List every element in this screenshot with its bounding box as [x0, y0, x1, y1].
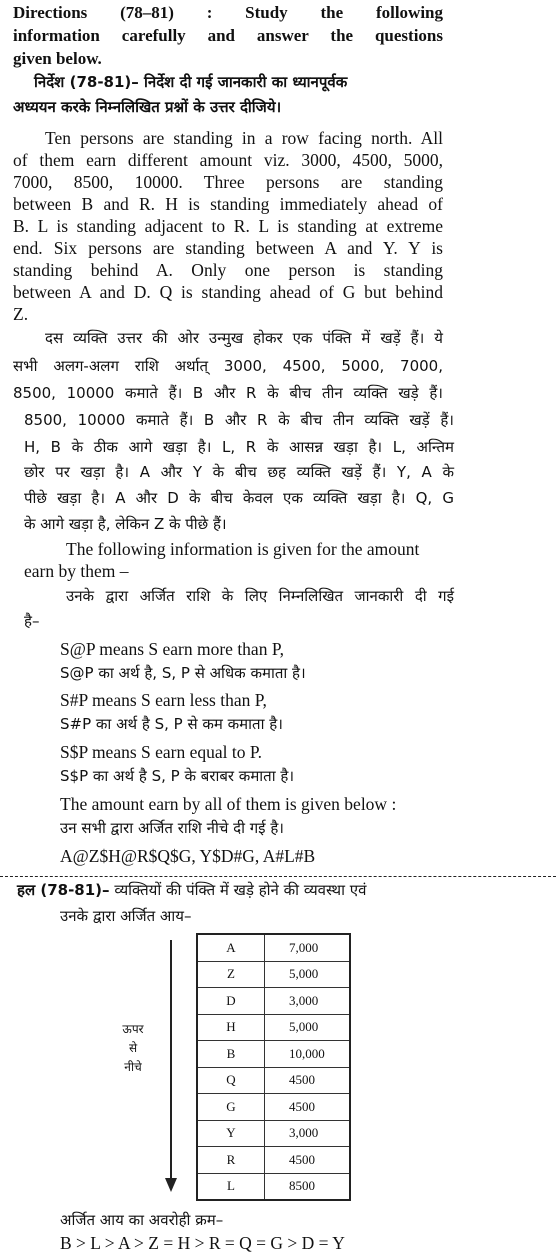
table-row [197, 1067, 350, 1094]
person-name-cell: G [197, 1094, 265, 1121]
amount-cell: 4500 [265, 1067, 351, 1094]
table-row [197, 1147, 350, 1174]
symbol-line-3: S#P means S earn less than P, [60, 690, 267, 710]
para-en-line-8: between A and D. Q is standing ahead of G but behind [13, 282, 443, 302]
side-label-2: से [128, 1041, 138, 1055]
symbol-line-1: S@P means S earn more than P, [60, 639, 284, 659]
para-hi-line-2: सभी अलग-अलग राशि अर्थात् 3000, 4500, 5000, 7000, [13, 357, 443, 375]
person-name-cell: Z [197, 961, 265, 988]
symbol-line-4: S#P का अर्थ है S, P से कम कमाता है। [60, 715, 283, 733]
solution-heading-text: व्यक्तियों की पंक्ति में खड़े होने की व्यवस्था एवं [109, 881, 367, 899]
directions-en-line-2: information carefully and answer the questions [13, 26, 443, 45]
symbol-line-6: S$P का अर्थ है S, P के बराबर कमाता है। [60, 767, 295, 785]
table-row [197, 1014, 350, 1041]
directions-en-line-1: Directions (78–81) : Study the following [13, 3, 443, 22]
side-label-3: नीचे [124, 1060, 142, 1074]
amount-cell: 7,000 [265, 934, 351, 961]
amount-cell: 3,000 [265, 988, 351, 1015]
para-hi-line-3: 8500, 10000 कमाते हैं। B और R के बीच तीन व्यक्ति खड़े हैं। [13, 384, 443, 402]
para-hi-line-8: के आगे खड़ा है, लेकिन Z के पीछे हैं। [24, 515, 227, 533]
para-en-line-1: Ten persons are standing in a row facing north. All [45, 128, 443, 148]
para-en-line-6: end. Six persons are standing between A and Y. Y is [13, 238, 443, 258]
person-name-cell: B [197, 1041, 265, 1068]
amount-cell: 8500 [265, 1173, 351, 1200]
symbol-line-2: S@P का अर्थ है, S, P से अधिक कमाता है। [60, 664, 306, 682]
symbol-line-5: S$P means S earn equal to P. [60, 742, 263, 762]
para-hi-line-4: 8500, 10000 कमाते हैं। B और R के बीच तीन व्यक्ति खड़ें हैं। [24, 411, 454, 429]
directions-en-line-3: given below. [13, 49, 102, 68]
info-en-line-2: earn by them – [24, 561, 129, 581]
symbol-line-7: The amount earn by all of them is given below : [60, 794, 397, 814]
top-to-bottom-label [113, 1020, 153, 1075]
order-result: B > L > A > Z = H > R = Q = G > D = Y [60, 1233, 345, 1253]
para-en-line-5: B. L is standing adjacent to R. L is standing at extreme [13, 216, 443, 236]
para-en-line-7: standing behind A. Only one person is standing [13, 260, 443, 280]
table-row [197, 934, 350, 961]
info-hi-line-1: उनके द्वारा अर्जित राशि के लिए निम्नलिखित जानकारी दी गई [66, 587, 454, 605]
table-row [197, 1094, 350, 1121]
info-hi-line-2: है– [24, 612, 40, 630]
person-name-cell: L [197, 1173, 265, 1200]
para-en-line-3: 7000, 8500, 10000. Three persons are standing [13, 172, 443, 192]
table-row [197, 1173, 350, 1200]
person-name-cell: Y [197, 1120, 265, 1147]
amount-cell: 5,000 [265, 961, 351, 988]
amount-cell: 10,000 [265, 1041, 351, 1068]
person-name-cell: D [197, 988, 265, 1015]
symbol-line-8: उन सभी द्वारा अर्जित राशि नीचे दी गई है। [60, 819, 284, 837]
table-row [197, 988, 350, 1015]
para-hi-line-1: दस व्यक्ति उत्तर की ओर उन्मुख होकर एक पंक्ति में खड़ें हैं। ये [45, 329, 443, 347]
para-hi-line-7: पीछे खड़ा है। A और D के बीच केवल एक व्यक्ति खड़ा है। Q, G [24, 489, 454, 507]
amount-cell: 4500 [265, 1147, 351, 1174]
order-label: अर्जित आय का अवरोही क्रम– [60, 1211, 224, 1229]
person-name-cell: A [197, 934, 265, 961]
down-arrow-icon [170, 940, 172, 1180]
person-name-cell: H [197, 1014, 265, 1041]
para-hi-line-6: छोर पर खड़ा है। A और Y के बीच छह व्यक्ति खड़ें हैं। Y, A के [24, 463, 454, 481]
directions-hi-line-2: अध्ययन करके निम्नलिखित प्रश्नों के उत्तर दीजिये। [13, 98, 282, 116]
amount-table [196, 933, 351, 1201]
section-divider [0, 876, 556, 877]
amount-cell: 5,000 [265, 1014, 351, 1041]
table-row [197, 1120, 350, 1147]
amount-cell: 3,000 [265, 1120, 351, 1147]
table-row [197, 1041, 350, 1068]
side-label-1: ऊपर [122, 1022, 144, 1036]
para-en-line-4: between B and R. H is standing immediately ahead of [13, 194, 443, 214]
para-en-line-9: Z. [13, 304, 29, 324]
para-en-line-2: of them earn different amount viz. 3000, 4500, 5000, [13, 150, 443, 170]
person-name-cell: R [197, 1147, 265, 1174]
info-en-line-1: The following information is given for the amount [66, 539, 420, 559]
arrow-head-icon [165, 1178, 177, 1192]
solution-heading [17, 880, 366, 900]
table-row [197, 961, 350, 988]
para-hi-line-5: H, B के ठीक आगे खड़ा है। L, R के आसन्न खड़ा है। L, अन्तिम [24, 438, 454, 456]
symbol-line-9: A@Z$H@R$Q$G, Y$D#G, A#L#B [60, 846, 316, 866]
person-name-cell: Q [197, 1067, 265, 1094]
amount-cell: 4500 [265, 1094, 351, 1121]
directions-hi-line-1: निर्देश (78-81)– निर्देश दी गई जानकारी का ध्यानपूर्वक [34, 73, 348, 91]
solution-heading-label: हल (78-81)– [17, 881, 110, 899]
solution-heading-line-2: उनके द्वारा अर्जित आय– [60, 907, 192, 925]
